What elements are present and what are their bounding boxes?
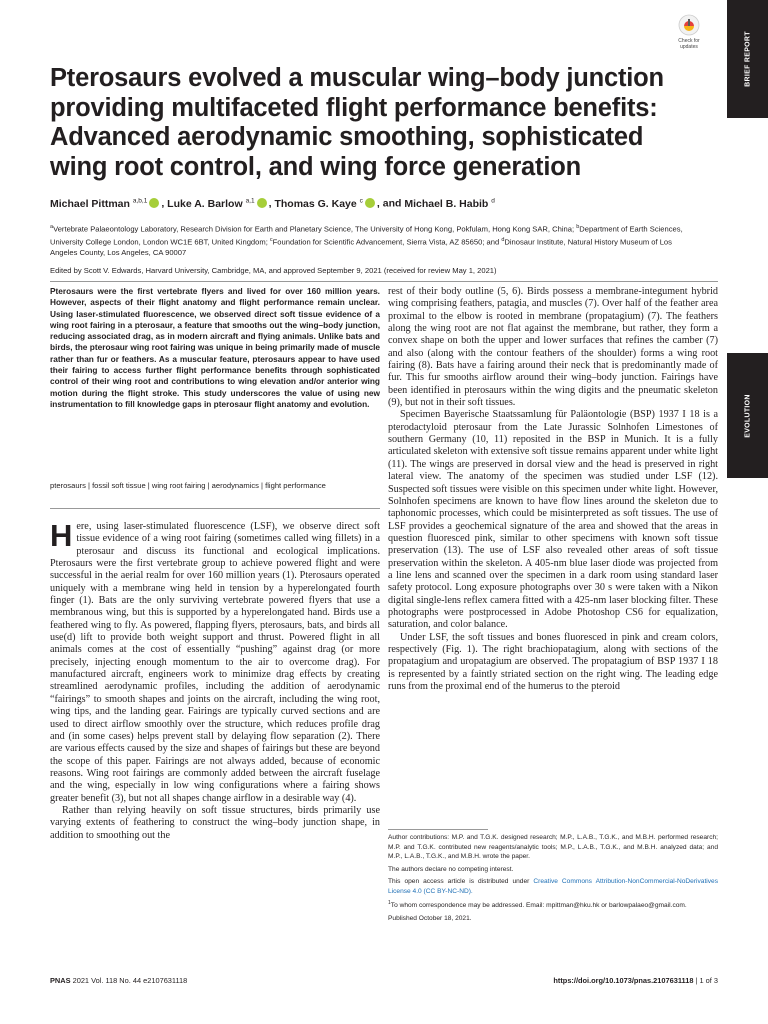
affiliation-text: Dinosaur Institute, Natural History Museum of Los Angeles County, Los Angeles, CA 90007 — [50, 237, 672, 258]
keywords: pterosaurs | fossil soft tissue | wing root fairing | aerodynamics | flight performance — [50, 481, 326, 490]
affiliation-text: Department of Earth Sciences, University College London, London WC1E 6BT, United Kingdom; — [50, 224, 683, 247]
correspondence: $^1$To whom correspondence may be addressed. Email: mpittman@hku.hk or barlowpalaeo@gmail.com. — [388, 900, 687, 910]
author-affiliation-marker: a,1 — [245, 197, 255, 204]
author-name: Thomas G. Kaye $^c$ — [274, 197, 363, 210]
check-line1: Check for — [678, 38, 700, 44]
article-notes — [388, 833, 718, 926]
section-tab-label: EVOLUTION — [744, 393, 751, 438]
significance-abstract: Pterosaurs were the first vertebrate flyers and lived for over 160 million years. However, aspects of their flight anatomy and flight performance remain unclear. Using laser-stimulated fluorescence, we observed direct soft tissue evidence of a wing root fairing in a pterosaur, a feature that smooths out the wing–body junction, reducing associated drag, as in modern aircraft and flying animals. Unlike bats and birds, the pterosaur wing root fairing was unique in being primarily made of muscle rather than fur or feathers. As a muscular feature, pterosaurs appear to have used their fairing to access further flight performance benefits through sophisticated control of their wing root and contributions to wing elevation and/or anterior wing motion during the flight stroke. This study underscores the value of using new instrumentation to fill knowledge gaps in pterosaur flight anatomy and evolution. — [50, 286, 380, 409]
divider — [388, 829, 488, 830]
check-for-updates-icon — [678, 14, 700, 36]
affiliation-text: Vertebrate Palaeontology Laboratory, Research Division for Earth and Planetary Science, The University of Hong Kong, Pokfulam, Hong Kong SAR, China; — [53, 224, 577, 234]
orcid-icon[interactable] — [257, 198, 267, 208]
author-affiliation-marker: c — [359, 197, 363, 204]
license-link[interactable]: Creative Commons Attribution-NonCommercial-NoDerivatives License 4.0 (CC BY-NC-ND). — [388, 878, 718, 895]
divider — [50, 508, 380, 509]
affiliations — [50, 222, 700, 259]
affiliation-text: Foundation for Scientific Advancement, Sierra Vista, AZ 85650; and — [272, 237, 502, 247]
page-number: | 1 of 3 — [693, 976, 718, 985]
author-affiliation-marker: a,b,1 — [132, 197, 148, 204]
orcid-icon[interactable] — [149, 198, 159, 208]
section-tab-label: BRIEF REPORT — [744, 31, 751, 87]
check-for-updates-badge[interactable] — [668, 14, 710, 50]
body-column-left — [50, 518, 380, 842]
body-paragraph: Specimen Bayerische Staatssamlung für Paläontologie (BSP) 1937 I 18 is a pterodactyloid pterosaur from the Late Jurassic Solnhofen Limestones of southern Germany (10, 11) reposited in the BSP in Munich. It is a fully articulated skeleton with extensive soft tissue remains apparent under white light (11). The wings are preserved in dorsal view and the head is preserved in right lateral view. The anatomy of the specimen was studied under LSF (12). Suspected soft tissues were visible on this specimen under white light. However, Solnhofen specimens are known to have flow lines around the skeleton due to taphonomic processes, which could be misinterpreted as soft tissues. The use of LSF provides a geochemical signature of the area and showed that the areas in question fluoresced pink, similar to other specimens with known soft tissue preservation (13). The use of LSF also revealed other areas of soft tissue preservation within the skeleton. A 405-nm blue laser diode was projected from a line lens and scanned over the specimen in a dark room using standard laser safety protocol. Long exposure photographs over 30 s were taken with a Nikon digital single-lens reflex camera fitted with a 425-nm laser blocking filter. These photographs were postprocessed in Adobe Photoshop CS6 for equalization, saturation, and color balance. — [388, 409, 718, 631]
check-line2: updates — [680, 44, 698, 50]
body-paragraph: Rather than relying heavily on soft tissue structures, birds primarily use varying extents of feathering to construct the wing–body junction shape, in addition to smoothing out the — [50, 804, 380, 841]
footer-doi — [553, 976, 718, 985]
author-name: Michael Pittman $^{a,b,1}$ — [50, 197, 148, 210]
drop-cap: H — [50, 518, 73, 553]
competing-interest: The authors declare no competing interest. — [388, 865, 514, 873]
author-list: Michael Pittman $^{a,b,1}$ , Luke A. Barlow $^{a,1}$ , Thomas G. Kaye $^c$ , and Michael B. Habib $^d$ — [50, 197, 495, 210]
footer-citation: PNAS 2021 Vol. 118 No. 44 e2107631118 — [50, 976, 188, 985]
section-tab-evolution — [727, 353, 768, 478]
author-affiliation-marker: d — [491, 197, 495, 204]
doi-link[interactable]: https://doi.org/10.1073/pnas.2107631118 — [553, 976, 694, 985]
author-contributions: Author contributions: M.P. and T.G.K. designed research; M.P., L.A.B., T.G.K., and M.B.H. performed research; M.P. and T.G.K. contributed new reagents/analytic tools; M.P., L.A.B., T.G.K., and M.B.H. analyzed data; and M.P., L.A.B., T.G.K., and M.B.H. wrote the paper. — [388, 834, 718, 860]
section-tab-brief-report — [727, 0, 768, 118]
body-paragraph: rest of their body outline (5, 6). Birds possess a membrane-integument hybrid wing comprising feathers, patagia, and muscles (7). Over half of the feather area proximal to the elbow is rooted in membrane (propatagium) (7). The feathers along the wing root are not flat against the membrane, but rather, they form a convex shape on both the upper and lower surfaces that refines the camber (7) and also (along with the contour feathers of the shoulder) forms a wing root fairing (8). Bats have a fairing around their neck that is predominantly made of fur. This fur smooths airflow around their wing–body junction. Fairings have been identified in pterosaurs within the wing digits and the pneumatic skeleton (9), but not in their soft tissues. — [388, 286, 718, 409]
license-note: This open access article is distributed under Creative Commons Attribution-NonCommercial-NoDerivatives License 4.0 (CC BY-NC-ND). — [388, 878, 718, 895]
author-name: Luke A. Barlow $^{a,1}$ — [167, 197, 255, 210]
affiliation-marker: b — [576, 224, 580, 230]
body-paragraph: Here, using laser-stimulated fluorescence (LSF), we observe direct soft tissue evidence of a wing root fairing (sometimes called wing fillets) in a pterosaur and discuss its functional and ecological implications. Pterosaurs were the first vertebrate group to achieve powered flight and were successful in the aerial realm for over 160 million years (1). Pterosaurs operated uniquely with a membrane wing held in tension by a hyperelongated fourth finger (1). Bats are the only surviving vertebrate powered flyers that use a membranous wing, but this is supported by a hyperelongated hand. Birds use a feathered wing to fly. As powered, flapping flyers, pterosaurs, bats, and birds all use(d) lift to provide both weight support and thrust. Powered flight in all animals comes at the cost of essentially “pushing” against drag (or more precisely, injecting enough momentum to the air to overcome drag). For manufactured aircraft, engineers work to minimize drag effects by creating streamlined aerodynamic profiles, including the addition of aerodynamic “fairings” to smooth shapes and joints on the aircraft, including the wing root, wing tips, and the landing gear. Fairings are typically curved sections and are used to direct airflow smoothly over the structure, which reduces profile drag and (in some cases) helps prevent stall by delaying flow separation (2). There are various effects caused by the size and shapes of fairings but these are beyond the scope of this paper. Fairings are not always added, because of economic reasons. Wing root fairings are commonly added between the aircraft fuselage and the wing, especially in low wing configurations where a fairing shows greater benefit (3), but not all shapes change airflow in a desirable way (4). — [50, 518, 380, 804]
body-paragraph: Under LSF, the soft tissues and bones fluoresced in pink and cream colors, respectively (Fig. 1). The right brachiopatagium, along with sections of the propatagium and uropatagium are observed. The propatagium of BSP 1937 I 18 is represented by a faintly striated section on the right wing. The leading edge runs from the proximal end of the humerus to the pteroid — [388, 631, 718, 692]
body-column-right — [388, 286, 718, 693]
edited-by-line: Edited by Scott V. Edwards, Harvard University, Cambridge, MA, and approved September 9, 2021 (received for review May 1, 2021) — [50, 266, 497, 275]
divider — [50, 281, 718, 282]
orcid-icon[interactable] — [365, 198, 375, 208]
affiliation-marker: d — [501, 237, 505, 244]
affiliation-marker: c — [269, 237, 273, 244]
article-title: Pterosaurs evolved a muscular wing–body junction providing multifaceted flight performance benefits: Advanced aerodynamic smoothing, sophisticated wing root control, and wing force generation — [50, 64, 664, 181]
affiliation-marker: a — [50, 224, 54, 230]
published-date: Published October 18, 2021. — [388, 914, 472, 922]
author-name: Michael B. Habib $^d$ — [404, 197, 495, 210]
